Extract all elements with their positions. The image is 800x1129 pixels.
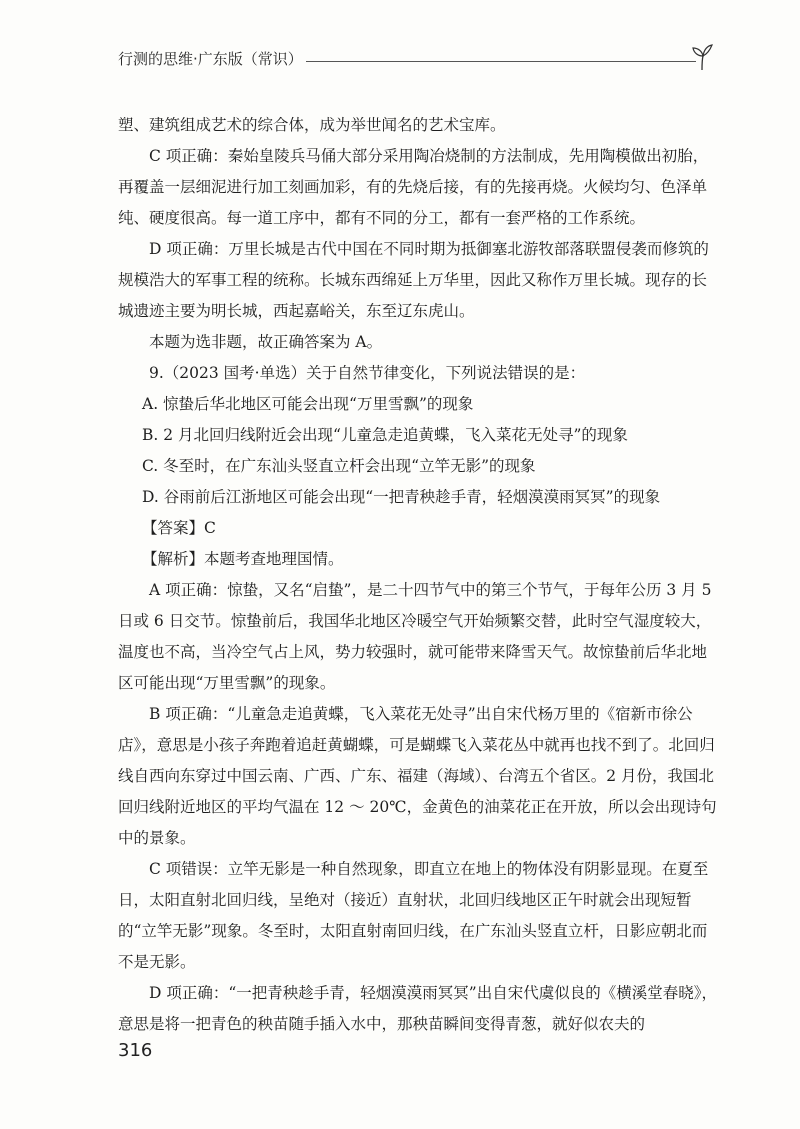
paragraph-option-d: D 项正确：万里长城是古代中国在不同时期为抵御塞北游牧部落联盟侵袭而修筑的规模浩大的军事工程的统称。长城东西绵延上万华里，因此又称作万里长城。现存的长城遗迹主要为明长城，西起嘉峪关，东至辽东虎山。: [118, 240, 709, 320]
header-rule: [306, 61, 696, 62]
explanation-d: D 项正确：“一把青秧趁手青，轻烟漠漠雨冥冥”出自宋代虞似良的《横溪堂春晓》，意思是将一把青色的秧苗随手插入水中，那秧苗瞬间变得青葱，就好似农夫的: [118, 984, 717, 1033]
question-option-b: B. 2 月北回归线附近会出现“儿童急走追黄蝶，飞入菜花无处寻”的现象: [142, 426, 628, 444]
question-option-d: D. 谷雨前后江浙地区可能会出现“一把青秧趁手青，轻烟漠漠雨冥冥”的现象: [142, 488, 661, 506]
question-9: 9.（2023 国考·单选）关于自然节律变化，下列说法错误的是：: [149, 364, 586, 382]
answer-conclusion: 本题为选非题，故正确答案为 A。: [149, 333, 383, 351]
explanation-b: B 项正确：“儿童急走追黄蝶，飞入菜花无处寻”出自宋代杨万里的《宿新市徐公店》，意思是小孩子奔跑着追赶黄蝴蝶，可是蝴蝶飞入菜花丛中就再也找不到了。北回归线自西向东穿过中国云南、广西、广东、福建（海域）、台湾五个省区。2 月份，我国北回归线附近地区的平均气温在 12 ～ 20℃，金黄色的油菜花正在开放，所以会出现诗句中的景象。: [118, 705, 717, 847]
answer-line: [118, 513, 718, 544]
paragraph-option-c: C 项正确：秦始皇陵兵马俑大部分采用陶冶烧制的方法制成，先用陶模做出初胎，再覆盖一层细泥进行加工刻画加彩，有的先烧后接，有的先接再烧。火候均匀、色泽单纯、硬度很高。每一道工序中，都有不同的分工，都有一套严格的工作系统。: [118, 147, 709, 227]
book-title: 行测的思维·广东版（常识）: [118, 50, 303, 68]
page-body: [118, 110, 718, 1040]
answer-label: 【答案】: [142, 519, 205, 537]
running-header: [118, 42, 718, 82]
page-number: 316: [118, 1040, 153, 1061]
explanation-c: C 项错误：立竿无影是一种自然现象，即直立在地上的物体没有阴影显现。在夏至日，太阳直射北回归线，呈绝对（接近）直射状，北回归线地区正午时就会出现短暂的“立竿无影”现象。冬至时，太阳直射南回归线，在广东汕头竖直立杆，日影应朝北而不是无影。: [118, 860, 709, 971]
analysis-label: 【解析】: [142, 550, 205, 568]
explanation-a: A 项正确：惊蛰，又名“启蛰”，是二十四节气中的第三个节气，于每年公历 3 月 5 日或 6 日交节。惊蛰前后，我国华北地区冷暖空气开始频繁交替，此时空气湿度较大，温度也不高，当冷空气占上风，势力较强时，就可能带来降雪天气。故惊蛰前后华北地区可能出现“万里雪飘”的现象。: [118, 581, 712, 692]
question-option-a: A. 惊蛰后华北地区可能会出现“万里雪飘”的现象: [142, 395, 474, 413]
paragraph-continuation: 塑、建筑组成艺术的综合体，成为举世闻名的艺术宝库。: [118, 116, 506, 134]
question-option-c: C. 冬至时，在广东汕头竖直立杆会出现“立竿无影”的现象: [142, 457, 536, 475]
analysis-text: 本题考查地理国情。: [204, 550, 344, 568]
sprout-icon: [688, 42, 718, 72]
analysis-line: [118, 544, 718, 575]
answer-value: C: [204, 519, 216, 537]
